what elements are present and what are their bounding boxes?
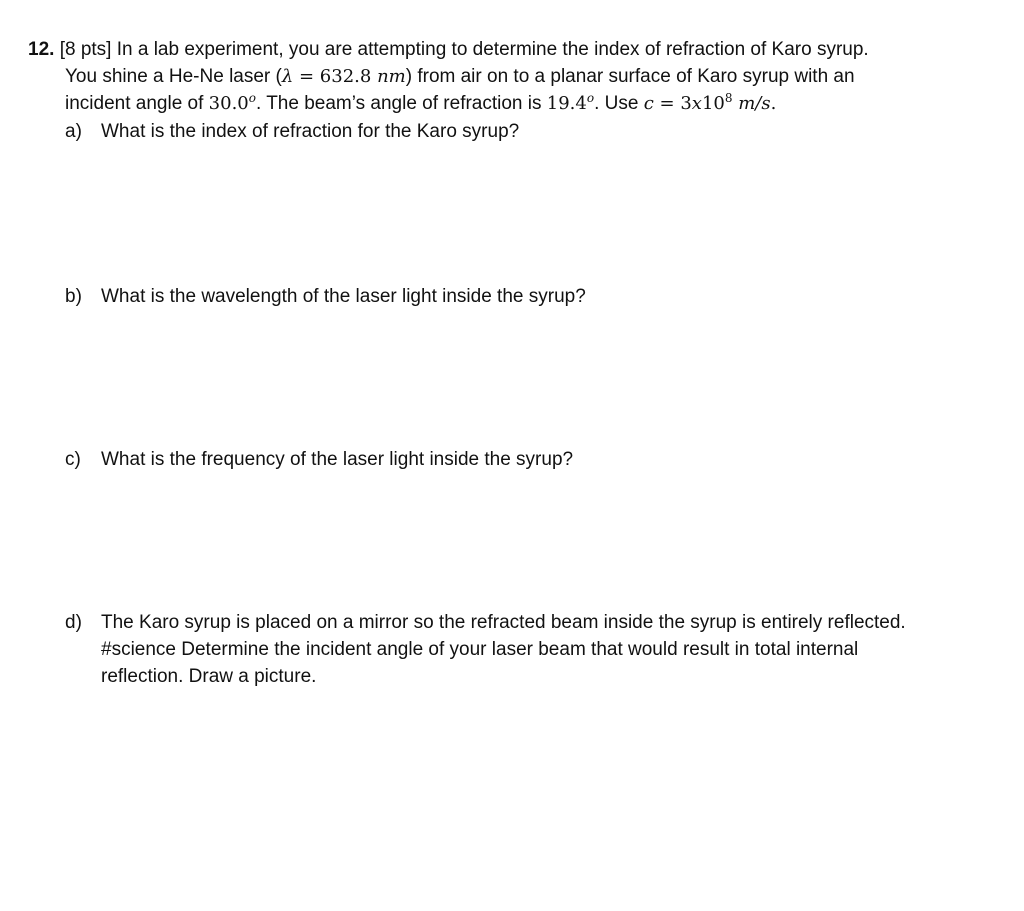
part-a-text: What is the index of refraction for the Karo syrup?: [101, 121, 520, 142]
c-eq: = 3: [653, 93, 692, 114]
line3-pre: incident angle of: [65, 93, 209, 114]
part-d: [65, 609, 906, 636]
part-a-label: a): [65, 121, 82, 142]
c-symbol: c: [643, 93, 654, 114]
line2-pre: You shine a He-Ne laser (: [65, 66, 282, 87]
line3-use: . Use: [594, 93, 644, 114]
question-line-1: [28, 36, 869, 63]
part-d-line-3: [101, 663, 316, 690]
line2-post: ) from air on to a planar surface of Karo syrup with an: [405, 66, 855, 87]
degree-mark: o: [248, 91, 256, 105]
part-d-text-line-2: #science Determine the incident angle of your laser beam that would result in total internal: [101, 639, 859, 660]
wavelength-expression: [282, 66, 406, 87]
speed-of-light-expression: [644, 93, 777, 114]
part-d-label: d): [65, 612, 82, 633]
degree-mark: o: [586, 91, 595, 105]
c-exponent: 8: [724, 91, 733, 105]
part-d-line-2: [101, 636, 858, 663]
part-b: [65, 283, 586, 310]
c-base: 10: [701, 93, 725, 114]
refraction-angle-expression: [547, 93, 594, 114]
c-period: .: [770, 93, 777, 114]
question-line-3: [65, 90, 776, 117]
c-unit: m/s: [738, 93, 771, 114]
incident-angle-expression: [209, 93, 256, 114]
lambda-symbol: λ: [281, 66, 294, 87]
part-c-label: c): [65, 449, 81, 470]
part-b-text: What is the wavelength of the laser light inside the syrup?: [101, 286, 586, 307]
refraction-angle: 19.4: [546, 93, 587, 114]
question-points: [8 pts]: [59, 39, 112, 60]
part-d-text-line-3: reflection. Draw a picture.: [101, 666, 317, 687]
line3-mid: . The beam’s angle of refraction is: [255, 93, 547, 114]
incident-angle: 30.0: [208, 93, 249, 114]
lambda-unit: nm: [377, 66, 406, 87]
part-c: [65, 446, 573, 473]
question-intro: In a lab experiment, you are attempting to determine the index of refraction of Karo syrup.: [116, 39, 869, 60]
part-b-label: b): [65, 286, 82, 307]
part-a: [65, 118, 519, 145]
part-d-text: The Karo syrup is placed on a mirror so the refracted beam inside the syrup is entirely reflected.: [101, 612, 906, 633]
question-number: 12.: [28, 39, 55, 60]
part-c-text: What is the frequency of the laser light inside the syrup?: [101, 449, 574, 470]
lambda-value: = 632.8: [293, 66, 378, 87]
question-line-2: [65, 63, 855, 90]
c-x: x: [691, 93, 702, 114]
